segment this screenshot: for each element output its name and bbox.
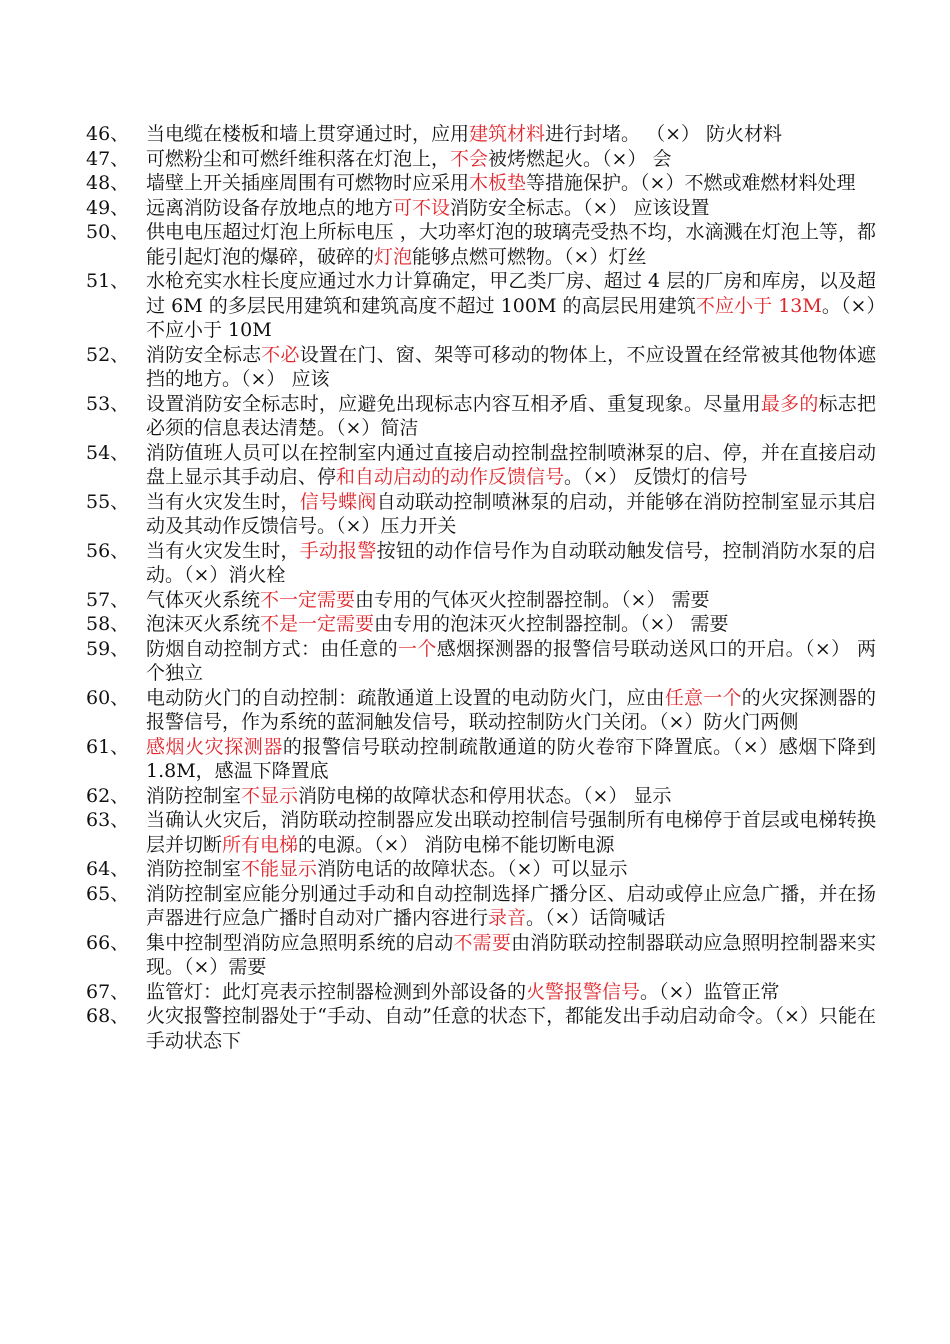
text-segment: 可燃粉尘和可燃纤维积落在灯泡上， <box>146 147 451 170</box>
list-item <box>86 122 876 147</box>
highlighted-text: 不是一定需要 <box>260 613 375 635</box>
list-item <box>86 784 876 809</box>
text-segment: 火灾报警控制器处于“手动、自动”任意的状态下，都能发出手动启动命令。（×）只能在手动状态下 <box>146 1005 876 1052</box>
item-number: 55、 <box>86 490 130 513</box>
question-list <box>86 122 876 1053</box>
item-text <box>146 1004 876 1053</box>
list-item <box>86 686 876 735</box>
text-segment: 等措施保护。（×）不燃或难燃材料处理 <box>526 172 856 194</box>
item-number: 57、 <box>86 588 130 611</box>
item-text <box>146 882 876 931</box>
highlighted-text: 录音 <box>488 907 527 929</box>
item-number: 50、 <box>86 221 130 243</box>
text-segment: 消防值班人员可以在控制室内通过直接启动控制盘控制喷淋泵的启、停，并在直接启动盘上显示其手动启、停 <box>146 441 876 488</box>
highlighted-text: 不会 <box>450 147 489 170</box>
text-segment: 泡沫灭火系统 <box>146 613 261 635</box>
list-item <box>86 196 876 221</box>
item-text <box>146 122 876 147</box>
item-number: 63、 <box>86 809 130 831</box>
highlighted-text: 不必 <box>261 343 300 366</box>
item-number: 47、 <box>86 147 130 170</box>
highlighted-text: 不显示 <box>241 784 299 807</box>
list-item <box>86 343 876 392</box>
text-segment: 的火灾探测器的报警信号，作为系统的蓝洞触发信号，联动控制防火门关闭。（×）防火门两侧 <box>146 686 876 733</box>
item-number: 64、 <box>86 858 130 880</box>
highlighted-text: 火警报警信号 <box>526 980 641 1003</box>
item-text <box>146 735 876 784</box>
text-segment: 监管灯：此灯亮表示控制器检测到外部设备的 <box>146 980 527 1003</box>
list-item <box>86 857 876 882</box>
item-text <box>146 808 876 857</box>
item-text <box>146 490 876 539</box>
list-item <box>86 637 876 686</box>
text-segment: 能够点燃可燃物。（×）灯丝 <box>412 245 647 268</box>
highlighted-text: 感烟火灾探测器 <box>146 735 283 758</box>
list-item <box>86 808 876 857</box>
item-text <box>146 269 876 343</box>
item-number: 68、 <box>86 1005 130 1027</box>
text-segment: 当确认火灾后，消防联动控制器应发出联动控制信号强制所有电梯停于首层或电梯转换层并切断 <box>146 809 876 856</box>
text-segment: 设置在门、窗、架等可移动的物体上，不应设置在经常被其他物体遮挡的地方。（×） 应该 <box>146 343 876 390</box>
item-text <box>146 857 876 882</box>
text-segment: 当有火灾发生时， <box>146 490 300 513</box>
text-segment: 消防控制室 <box>146 784 242 807</box>
highlighted-text: 和自动启动的动作反馈信号 <box>336 466 565 488</box>
text-segment: 墙壁上开关插座周围有可燃物时应采用 <box>146 172 470 194</box>
list-item <box>86 882 876 931</box>
list-item <box>86 441 876 490</box>
text-segment: 由专用的泡沫灭火控制器控制。（×） 需要 <box>374 613 729 635</box>
text-segment: 标志把必须的信息表达清楚。（×）简洁 <box>146 392 876 439</box>
highlighted-text: 不需要 <box>453 931 512 954</box>
item-number: 54、 <box>86 441 130 464</box>
item-text <box>146 392 876 441</box>
list-item <box>86 735 876 784</box>
text-segment: 当电缆在楼板和墙上贯穿通过时，应用 <box>146 123 470 145</box>
text-segment: 远离消防设备存放地点的地方 <box>146 196 394 219</box>
list-item <box>86 612 876 637</box>
list-item <box>86 171 876 196</box>
text-segment: 消防控制室 <box>146 858 242 880</box>
item-number: 65、 <box>86 882 130 905</box>
item-number: 67、 <box>86 980 130 1003</box>
highlighted-text: 任意一个 <box>664 686 742 709</box>
item-text <box>146 612 876 637</box>
text-segment: 消防安全标志 <box>146 343 262 366</box>
list-item <box>86 588 876 613</box>
highlighted-text: 不一定需要 <box>260 588 356 611</box>
list-item <box>86 980 876 1005</box>
item-number: 61、 <box>86 735 130 758</box>
text-segment: 。（×）不应小于 10M <box>146 294 876 341</box>
text-segment: 设置消防安全标志时，应避免出现标志内容互相矛盾、重复现象。尽量用 <box>146 392 761 415</box>
text-segment: 由专用的气体灭火控制器控制。（×） 需要 <box>355 588 710 611</box>
text-segment: 的报警信号联动控制疏散通道的防火卷帘下降置底。（×）感烟下降到 1.8M，感温下降置底 <box>146 735 876 782</box>
highlighted-text: 不应小于 13M <box>695 294 822 317</box>
text-segment: 被烤燃起火。（×） 会 <box>488 147 672 170</box>
item-number: 56、 <box>86 539 130 562</box>
item-number: 58、 <box>86 613 130 635</box>
item-text <box>146 147 876 172</box>
text-segment: 水枪充实水柱长度应通过水力计算确定，甲乙类厂房、超过 4 层的厂房和库房，以及超过 6M 的多层民用建筑和建筑高度不超过 100M 的高层民用建筑 <box>146 270 876 317</box>
text-segment: 的电源。（×） 消防电梯不能切断电源 <box>298 833 615 856</box>
highlighted-text: 手动报警 <box>299 539 377 562</box>
item-text <box>146 441 876 490</box>
text-segment: 集中控制型消防应急照明系统的启动 <box>146 931 454 954</box>
item-number: 59、 <box>86 637 130 660</box>
text-segment: 自动联动控制喷淋泵的启动，并能够在消防控制室显示其启动及其动作反馈信号。（×）压力开关 <box>146 490 876 537</box>
highlighted-text: 建筑材料 <box>469 123 546 145</box>
highlighted-text: 灯泡 <box>374 245 413 268</box>
item-number: 52、 <box>86 343 130 366</box>
text-segment: 电动防火门的自动控制：疏散通道上设置的电动防火门，应由 <box>146 686 665 709</box>
text-segment: 防烟自动控制方式：由任意的 <box>146 637 398 660</box>
list-item <box>86 1004 876 1053</box>
item-number: 46、 <box>86 123 130 145</box>
item-number: 66、 <box>86 931 130 954</box>
text-segment: 当有火灾发生时， <box>146 539 300 562</box>
item-text <box>146 220 876 269</box>
item-text <box>146 637 876 686</box>
list-item <box>86 931 876 980</box>
item-text <box>146 931 876 980</box>
text-segment: 供电电压超过灯泡上所标电压 ，大功率灯泡的玻璃壳受热不均，水滴溅在灯泡上等，都能引起灯泡的爆碎，破碎的 <box>146 221 876 268</box>
item-text <box>146 588 876 613</box>
item-text <box>146 539 876 588</box>
item-text <box>146 686 876 735</box>
item-text <box>146 343 876 392</box>
item-number: 60、 <box>86 686 130 709</box>
highlighted-text: 木板垫 <box>469 172 527 194</box>
text-segment: 。（×）话筒喊话 <box>526 907 666 929</box>
item-number: 49、 <box>86 196 130 219</box>
item-text <box>146 171 876 196</box>
text-segment: 消防控制室应能分别通过手动和自动控制选择广播分区、启动或停止应急广播，并在扬声器进行应急广播时自动对广播内容进行 <box>146 882 876 929</box>
highlighted-text: 不能显示 <box>241 858 318 880</box>
text-segment: 由消防联动控制器联动应急照明控制器来实现。（×）需要 <box>146 931 876 978</box>
text-segment: 。（×） 反馈灯的信号 <box>564 466 748 488</box>
text-segment: 消防电梯的故障状态和停用状态。（×） 显示 <box>298 784 672 807</box>
list-item <box>86 490 876 539</box>
item-number: 53、 <box>86 392 130 415</box>
item-text <box>146 196 876 221</box>
list-item <box>86 392 876 441</box>
text-segment: 气体灭火系统 <box>146 588 261 611</box>
highlighted-text: 信号蝶阀 <box>299 490 377 513</box>
item-number: 48、 <box>86 172 130 194</box>
item-number: 62、 <box>86 784 130 807</box>
item-text <box>146 980 876 1005</box>
text-segment: 感烟探测器的报警信号联动送风口的开启。（×） 两个独立 <box>146 637 876 684</box>
text-segment: 消防安全标志。（×） 应该设置 <box>450 196 710 219</box>
list-item <box>86 220 876 269</box>
text-segment: 。（×）监管正常 <box>640 980 780 1003</box>
item-number: 51、 <box>86 270 130 292</box>
highlighted-text: 最多的 <box>760 392 819 415</box>
list-item <box>86 269 876 343</box>
highlighted-text: 可不设 <box>393 196 451 219</box>
highlighted-text: 一个 <box>397 637 437 660</box>
list-item <box>86 147 876 172</box>
text-segment: 消防电话的故障状态。（×）可以显示 <box>317 858 628 880</box>
text-segment: 进行封堵。 （×） 防火材料 <box>545 123 783 145</box>
highlighted-text: 所有电梯 <box>222 833 299 856</box>
list-item <box>86 539 876 588</box>
item-text <box>146 784 876 809</box>
text-segment: 按钮的动作信号作为自动联动触发信号，控制消防水泵的启动。（×）消火栓 <box>146 539 876 586</box>
